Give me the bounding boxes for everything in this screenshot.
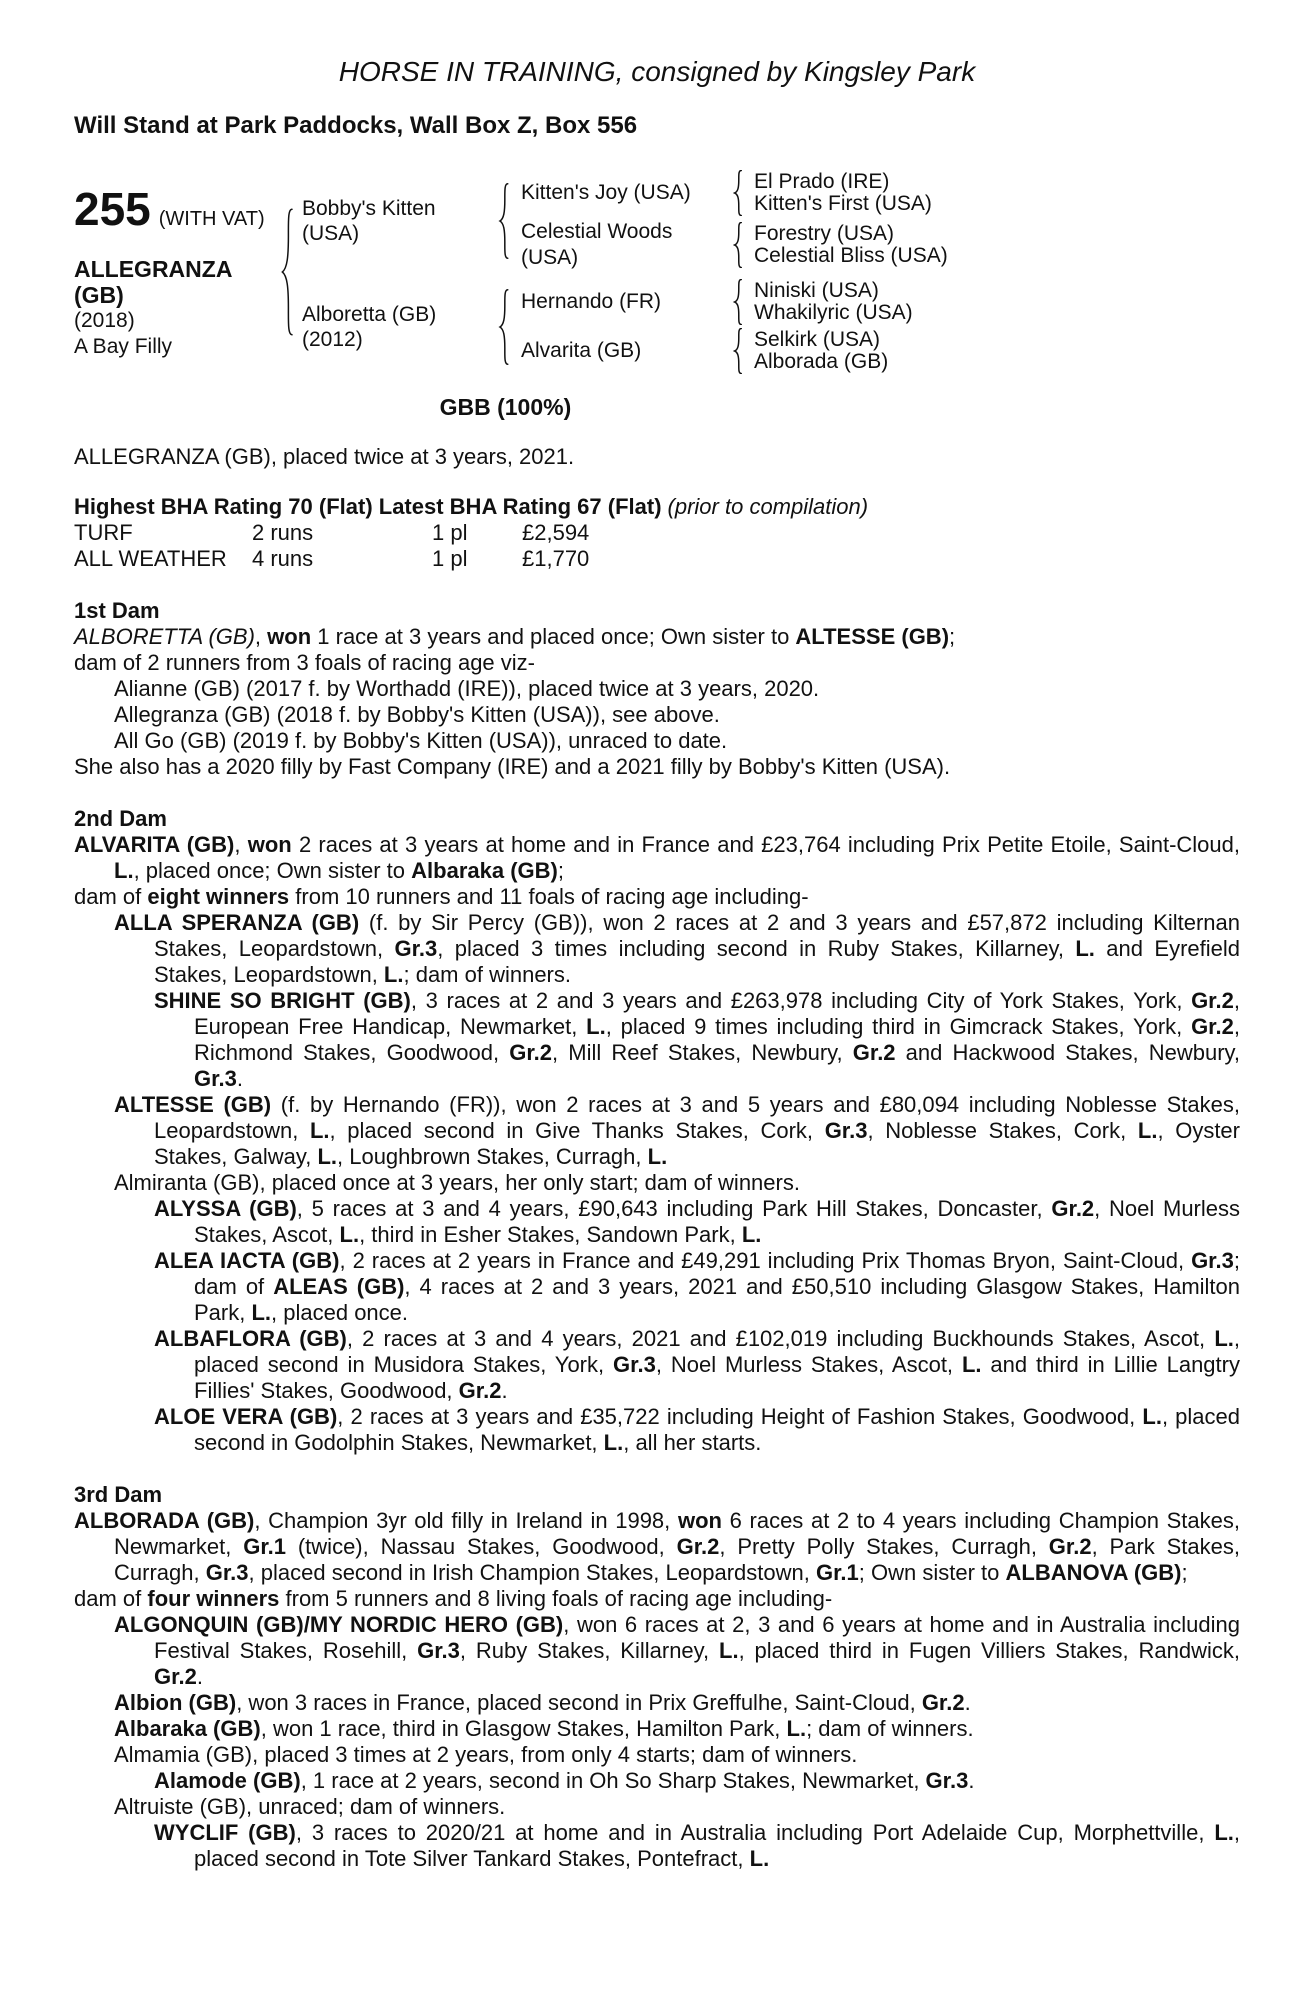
text-run: , placed once; Own sister to — [133, 858, 412, 883]
race-summary: ALLEGRANZA (GB), placed twice at 3 years, 2021. — [74, 444, 575, 469]
text-run: , 2 races at 2 years in France and £49,291 including Prix Thomas Bryon, Saint-Cloud, — [339, 1248, 1192, 1273]
brace-icon — [498, 183, 511, 259]
text-run: won — [247, 832, 292, 857]
section-body — [74, 1508, 1240, 1872]
catalogue-paragraph — [74, 1508, 1240, 1586]
text-run: , Noel Murless Stakes, Ascot, — [655, 1352, 962, 1377]
text-run: . — [196, 1664, 203, 1689]
text-run: Gr.3 — [925, 1768, 969, 1793]
record-surface: ALL WEATHER — [74, 546, 227, 571]
text-run: ALTESSE (GB) — [114, 1092, 272, 1117]
text-run: , all her starts. — [623, 1430, 762, 1455]
brace-icon — [733, 222, 744, 268]
horse-description: A Bay Filly — [74, 335, 173, 358]
text-run: Gr.1 — [243, 1534, 287, 1559]
text-run: . — [501, 1378, 508, 1403]
record-placed: 1 pl — [432, 520, 468, 545]
text-run: ALEAS (GB) — [273, 1274, 405, 1299]
catalogue-paragraph — [114, 702, 1240, 728]
text-run: 6 races at 2 to 4 years including Champion Stakes, Newmarket, — [114, 1508, 1241, 1559]
consignment-header: HORSE IN TRAINING, consigned by Kingsley Park — [338, 56, 976, 87]
text-run: , 5 races at 3 and 4 years, £90,643 including Park Hill Stakes, Doncaster, — [296, 1196, 1052, 1221]
text-run: , 1 race at 2 years, second in Oh So Sharp Stakes, Newmarket, — [300, 1768, 926, 1793]
text-run: She also has a 2020 filly by Fast Company (IRE) and a 2021 filly by Bobby's Kitten (USA). — [74, 754, 951, 779]
section-heading: 2nd Dam — [74, 806, 167, 831]
text-run: All Go (GB) (2019 f. by Bobby's Kitten (USA)), unraced to date. — [114, 728, 728, 753]
text-run: (twice), Nassau Stakes, Goodwood, — [286, 1534, 677, 1559]
text-run: , won 6 races at 2, 3 and 6 years at home and in Australia including Festival Stakes, Rosehill, — [154, 1612, 1240, 1663]
sire-dam-unit — [521, 219, 948, 271]
table-row — [74, 520, 1240, 546]
record-runs: 4 runs — [252, 546, 314, 571]
text-run: dam of — [74, 884, 148, 909]
dam-sire-sire-name: Niniski (USA) — [754, 279, 879, 302]
sire-dam-dam-name: Celestial Bliss (USA) — [754, 244, 948, 267]
text-run: , Ruby Stakes, Killarney, — [459, 1638, 719, 1663]
text-run: , placed second in Tote Silver Tankard Stakes, Pontefract, — [194, 1820, 1240, 1871]
dam-sire-dam-name: Whakilyric (USA) — [754, 301, 913, 324]
catalogue-paragraph — [114, 1170, 1240, 1196]
text-run: (f. by Hernando (FR)), won 2 races at 3 and 5 years and £80,094 including Noblesse Stakes, Leopardstown, — [154, 1092, 1240, 1143]
text-run: Gr.2 — [458, 1378, 502, 1403]
sire-sire-sire-name: El Prado (IRE) — [754, 170, 890, 193]
text-run: ; dam of winners. — [403, 962, 571, 987]
text-run: L. — [1214, 1820, 1234, 1845]
sire-row — [302, 170, 1240, 271]
catalogue-paragraph — [74, 1586, 1240, 1612]
horse-name: ALLEGRANZA (GB) — [74, 256, 232, 308]
catalogue-paragraph — [154, 1196, 1240, 1248]
dam-name-block — [302, 302, 498, 352]
catalogue-paragraph — [114, 676, 1240, 702]
text-run: . — [968, 1768, 975, 1793]
text-run: , Loughbrown Stakes, Curragh, — [337, 1144, 648, 1169]
text-run: , — [254, 624, 268, 649]
brace-icon — [498, 289, 511, 365]
text-run: Gr.2 — [1191, 988, 1234, 1013]
text-run: , 3 races to 2020/21 at home and in Australia including Port Adelaide Cup, Morphettville, — [295, 1820, 1215, 1845]
text-run: , placed third in Fugen Villiers Stakes, Randwick, — [738, 1638, 1240, 1663]
text-run: Gr.2 — [154, 1664, 197, 1689]
text-run: Gr.2 — [1048, 1534, 1092, 1559]
dam-sire-name: Hernando (FR) — [521, 290, 662, 313]
bha-rating — [74, 494, 1240, 520]
dam-row — [302, 279, 1240, 374]
text-run: , Oyster Stakes, Galway, — [154, 1118, 1240, 1169]
section-body — [74, 624, 1240, 780]
text-run: Gr.3 — [613, 1352, 656, 1377]
text-run: L. — [786, 1716, 807, 1741]
lot-block — [74, 170, 280, 360]
text-run: , won 1 race, third in Glasgow Stakes, Hamilton Park, — [260, 1716, 787, 1741]
catalogue-paragraph — [114, 1716, 1240, 1742]
text-run: , European Free Handicap, Newmarket, — [194, 988, 1240, 1039]
text-run: Gr.2 — [921, 1690, 965, 1715]
lot-number: 255 — [74, 183, 151, 235]
text-run: L. — [317, 1144, 337, 1169]
text-run: L. — [1137, 1118, 1158, 1143]
text-run: Albaraka (GB) — [114, 1716, 261, 1741]
bha-rating-note: (prior to compilation) — [667, 494, 869, 519]
sire-sire-dam-name: Kitten's First (USA) — [754, 192, 932, 215]
text-run: L. — [961, 1352, 982, 1377]
foal-year: (2018) — [74, 309, 135, 332]
text-run: 1 race at 3 years and placed once; Own sister to — [311, 624, 796, 649]
text-run: , third in Esher Stakes, Sandown Park, — [359, 1222, 742, 1247]
text-run: from 10 runners and 11 foals of racing age including- — [289, 884, 809, 909]
text-run: Albaraka (GB) — [411, 858, 558, 883]
lot-line — [74, 183, 280, 235]
text-run: (f. by Sir Percy (GB)), won 2 races at 2 and 3 years and £57,872 including Kilternan Stakes, Leopardstown, — [154, 910, 1240, 961]
text-run: 2 races at 3 years at home and in France and £23,764 including Prix Petite Etoile, Saint-Cloud, — [291, 832, 1240, 857]
catalogue-paragraph — [74, 754, 1240, 780]
text-run: , Mill Reef Stakes, Newbury, — [552, 1040, 853, 1065]
catalogue-paragraph — [114, 910, 1240, 988]
record-surface: TURF — [74, 520, 133, 545]
text-run: , Pretty Polly Stakes, Curragh, — [719, 1534, 1049, 1559]
text-run: Alamode (GB) — [154, 1768, 301, 1793]
catalogue-paragraph — [74, 624, 1240, 650]
text-run: Gr.3 — [1191, 1248, 1234, 1273]
text-run: ALBANOVA (GB) — [1005, 1560, 1182, 1585]
text-run: L. — [719, 1638, 739, 1663]
text-run: , 2 races at 3 and 4 years, 2021 and £102,019 including Buckhounds Stakes, Ascot, — [346, 1326, 1215, 1351]
catalogue-paragraph — [114, 728, 1240, 754]
text-run: L. — [749, 1846, 770, 1871]
record-placed: 1 pl — [432, 546, 468, 571]
text-run: ; Own sister to — [858, 1560, 1006, 1585]
catalogue-paragraph — [74, 884, 1240, 910]
text-run: ALYSSA (GB) — [154, 1196, 297, 1221]
brace-icon — [733, 279, 744, 325]
race-record-table — [74, 520, 1240, 572]
catalogue-paragraph — [74, 832, 1240, 884]
text-run: Gr.3 — [394, 936, 438, 961]
catalogue-paragraph — [114, 1794, 1240, 1820]
text-run: , placed once. — [271, 1300, 409, 1325]
text-run: , placed second in Irish Champion Stakes, Leopardstown, — [248, 1560, 816, 1585]
dam-dam-name: Alvarita (GB) — [521, 339, 642, 362]
text-run: Gr.3 — [824, 1118, 868, 1143]
text-run: ALBORADA (GB) — [74, 1508, 255, 1533]
table-row — [74, 546, 1240, 572]
section-first-dam — [74, 598, 1240, 780]
text-run: , won 3 races in France, placed second in Prix Greffulhe, Saint-Cloud, — [236, 1690, 922, 1715]
text-run: ; — [1181, 1560, 1188, 1585]
brace-icon — [280, 208, 296, 336]
text-run: ; dam of — [194, 1248, 1240, 1299]
section-third-dam — [74, 1482, 1240, 1872]
text-run: , Champion 3yr old filly in Ireland in 1998, — [254, 1508, 678, 1533]
brace-icon — [733, 170, 744, 216]
text-run: eight winners — [147, 884, 290, 909]
text-run: won — [677, 1508, 722, 1533]
text-run: ALEA IACTA (GB) — [154, 1248, 340, 1273]
text-run: Gr.2 — [1051, 1196, 1095, 1221]
vat-note: (WITH VAT) — [158, 208, 265, 230]
text-run: , Noblesse Stakes, Cork, — [867, 1118, 1138, 1143]
text-run: , placed 3 times including second in Ruby Stakes, Killarney, — [437, 936, 1076, 961]
bha-rating-main: Highest BHA Rating 70 (Flat) Latest BHA Rating 67 (Flat) — [74, 494, 662, 519]
text-run: four winners — [147, 1586, 280, 1611]
text-run: Almamia (GB), placed 3 times at 2 years, from only 4 starts; dam of winners. — [114, 1742, 858, 1767]
text-run: and third in Lillie Langtry Fillies' Stakes, Goodwood, — [194, 1352, 1240, 1403]
text-run: , 4 races at 2 and 3 years, 2021 and £50,510 including Glasgow Stakes, Hamilton Park, — [194, 1274, 1241, 1325]
text-run: , Park Stakes, Curragh, — [114, 1534, 1240, 1585]
text-run: . — [964, 1690, 971, 1715]
sire-dam-name: Celestial Woods (USA) — [521, 220, 673, 269]
sire-sire-unit — [521, 170, 948, 216]
text-run: ; dam of winners. — [806, 1716, 974, 1741]
text-run: Gr.1 — [815, 1560, 859, 1585]
text-run: Gr.3 — [205, 1560, 249, 1585]
text-run: won — [267, 624, 312, 649]
catalogue-paragraph — [154, 1820, 1240, 1872]
catalogue-paragraph — [114, 1612, 1240, 1690]
catalogue-paragraph — [114, 1742, 1240, 1768]
text-run: L. — [1142, 1404, 1162, 1429]
text-run: ; — [557, 858, 564, 883]
catalogue-paragraph — [154, 1326, 1240, 1404]
text-run: , placed second in Godolphin Stakes, Newmarket, — [194, 1404, 1240, 1455]
text-run: and Eyrefield Stakes, Leopardstown, — [154, 936, 1240, 987]
text-run: , 3 races at 2 and 3 years and £263,978 including City of York Stakes, York, — [410, 988, 1192, 1013]
text-run: , Richmond Stakes, Goodwood, — [194, 1014, 1240, 1065]
record-runs: 2 runs — [252, 520, 314, 545]
catalogue-paragraph — [154, 1248, 1240, 1326]
brace-icon — [733, 328, 744, 374]
pedigree-chart — [74, 170, 1240, 374]
text-run: and Hackwood Stakes, Newbury, — [895, 1040, 1240, 1065]
text-run: from 5 runners and 8 living foals of racing age including- — [279, 1586, 833, 1611]
text-run: , placed second in Musidora Stakes, York, — [194, 1326, 1240, 1377]
text-run: Gr.2 — [676, 1534, 720, 1559]
text-run: ALTESSE (GB) — [795, 624, 950, 649]
catalogue-paragraph — [114, 1690, 1240, 1716]
text-run: , — [234, 832, 248, 857]
dam-dam-sire-name: Selkirk (USA) — [754, 328, 881, 351]
text-run: WYCLIF (GB) — [154, 1820, 296, 1845]
text-run: dam of — [74, 1586, 148, 1611]
sire-sire-name: Kitten's Joy (USA) — [521, 181, 691, 204]
section-heading: 3rd Dam — [74, 1482, 163, 1507]
text-run: Gr.3 — [194, 1066, 237, 1091]
dam-sire-unit — [521, 279, 913, 325]
text-run: L. — [309, 1118, 330, 1143]
text-run: L. — [339, 1222, 360, 1247]
text-run: ALGONQUIN (GB)/MY NORDIC HERO (GB) — [114, 1612, 564, 1637]
text-run: Gr.3 — [417, 1638, 460, 1663]
sire-dam-sire-name: Forestry (USA) — [754, 222, 895, 245]
catalogue-paragraph — [154, 1404, 1240, 1456]
text-run: L. — [586, 1014, 606, 1039]
text-run: L. — [741, 1222, 762, 1247]
pedigree-tree — [302, 170, 1240, 374]
dam-dam-dam-name: Alborada (GB) — [754, 350, 889, 373]
dam-dam-unit — [521, 328, 913, 374]
dam-year: (2012) — [302, 327, 363, 351]
text-run: L. — [1214, 1326, 1234, 1351]
text-run: ALVARITA (GB) — [74, 832, 235, 857]
text-run: Alianne (GB) (2017 f. by Worthadd (IRE)), placed twice at 3 years, 2020. — [114, 676, 820, 701]
text-run: , placed second in Give Thanks Stakes, Cork, — [329, 1118, 825, 1143]
sire-name: Bobby's Kitten (USA) — [302, 196, 436, 245]
dam-name: Alboretta (GB) — [302, 302, 437, 326]
text-run: . — [236, 1066, 243, 1091]
section-body — [74, 832, 1240, 1456]
text-run: dam of 2 runners from 3 foals of racing age viz- — [74, 650, 535, 675]
record-earnings: £2,594 — [522, 520, 590, 545]
text-run: L. — [1075, 936, 1095, 961]
text-run: ALLA SPERANZA (GB) — [114, 910, 360, 935]
sire-name-block — [302, 196, 498, 246]
text-run: , placed 9 times including third in Gimcrack Stakes, York, — [605, 1014, 1192, 1039]
text-run: L. — [114, 858, 134, 883]
text-run: Albion (GB) — [114, 1690, 237, 1715]
section-heading: 1st Dam — [74, 598, 160, 623]
record-earnings: £1,770 — [522, 546, 590, 571]
text-run: L. — [251, 1300, 272, 1325]
text-run: , 2 races at 3 years and £35,722 including Height of Fashion Stakes, Goodwood, — [337, 1404, 1143, 1429]
text-run: Altruiste (GB), unraced; dam of winners. — [114, 1794, 506, 1819]
text-run: Gr.2 — [509, 1040, 553, 1065]
stand-location: Will Stand at Park Paddocks, Wall Box Z, Box 556 — [74, 112, 638, 139]
text-run: L. — [603, 1430, 624, 1455]
text-run: ALBAFLORA (GB) — [154, 1326, 347, 1351]
catalogue-paragraph — [154, 1768, 1240, 1794]
text-run: Gr.2 — [1191, 1014, 1234, 1039]
gbb-eligibility: GBB (100%) — [439, 394, 572, 420]
text-run: Gr.2 — [852, 1040, 896, 1065]
text-run: ALBORETTA (GB) — [74, 624, 255, 649]
text-run: SHINE SO BRIGHT (GB) — [154, 988, 411, 1013]
text-run: Allegranza (GB) (2018 f. by Bobby's Kitten (USA)), see above. — [114, 702, 720, 727]
text-run: L. — [383, 962, 404, 987]
text-run: ; — [949, 624, 956, 649]
catalogue-paragraph — [114, 1092, 1240, 1170]
text-run: L. — [647, 1144, 668, 1169]
catalogue-paragraph — [74, 650, 1240, 676]
text-run: , Noel Murless Stakes, Ascot, — [194, 1196, 1241, 1247]
catalogue-paragraph — [154, 988, 1240, 1092]
section-second-dam — [74, 806, 1240, 1456]
text-run: ALOE VERA (GB) — [154, 1404, 338, 1429]
text-run: Almiranta (GB), placed once at 3 years, her only start; dam of winners. — [114, 1170, 800, 1195]
